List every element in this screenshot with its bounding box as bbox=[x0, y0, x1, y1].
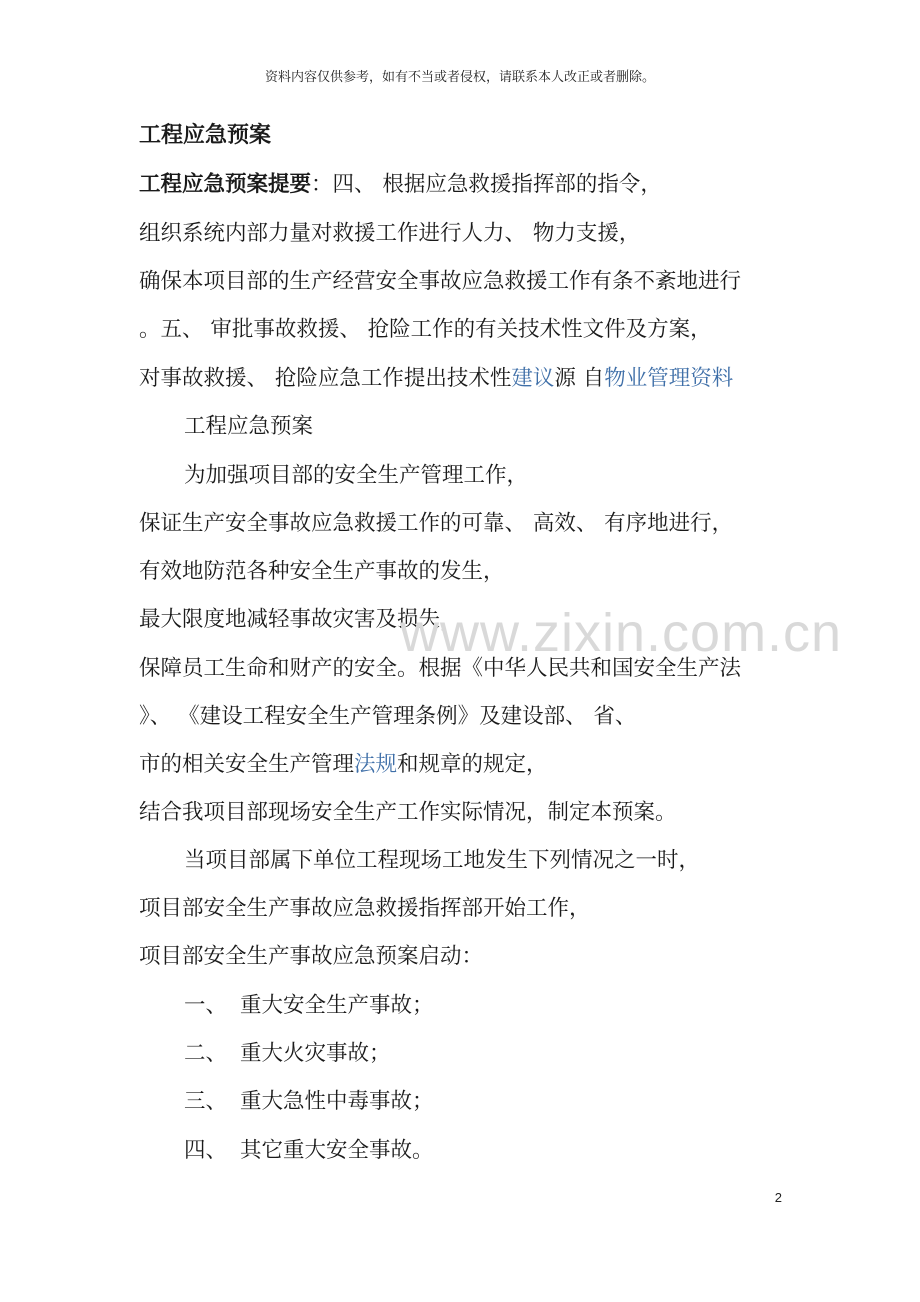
list-item-number: 三、 bbox=[184, 1089, 228, 1114]
summary-line-3: 确保本项目部的生产经营安全事故应急救援工作有条不紊地进行 bbox=[139, 269, 742, 294]
summary-line-2: 组织系统内部力量对救援工作进行人力、 物力支援， bbox=[139, 221, 641, 246]
list-item-text: 重大火灾事故； bbox=[240, 1041, 391, 1066]
paragraph-1-line-1: 为加强项目部的安全生产管理工作， bbox=[184, 463, 529, 488]
paragraph-2-line-2: 项目部安全生产事故应急救援指挥部开始工作， bbox=[139, 896, 591, 921]
header-disclaimer: 资料内容仅供参考，如有不当或者侵权，请联系本人改正或者删除。 bbox=[264, 70, 655, 85]
paragraph-1-line-7 bbox=[139, 750, 548, 780]
summary-text-5b: 源 自 bbox=[554, 366, 605, 391]
body-subtitle: 工程应急预案 bbox=[184, 414, 314, 439]
list-item bbox=[184, 1087, 434, 1117]
paragraph-1-line-6: 》、 《建设工程安全生产管理条例》及建设部、 省、 bbox=[139, 704, 637, 729]
paragraph-1-text-7b: 和规章的规定， bbox=[397, 752, 548, 777]
paragraph-1-line-8: 结合我项目部现场安全生产工作实际情况，制定本预案。 bbox=[139, 800, 677, 825]
page-number: 2 bbox=[774, 1190, 782, 1205]
list-item bbox=[184, 1039, 391, 1069]
list-item bbox=[184, 1136, 434, 1166]
paragraph-2-line-1: 当项目部属下单位工程现场工地发生下列情况之一时， bbox=[184, 848, 701, 873]
watermark: www.zixin.com.cn bbox=[400, 603, 843, 663]
paragraph-1-line-3: 有效地防范各种安全生产事故的发生， bbox=[139, 559, 505, 584]
summary-label: 工程应急预案提要 bbox=[139, 172, 312, 197]
link-property-management[interactable]: 物业管理资料 bbox=[604, 366, 734, 391]
list-item bbox=[184, 991, 434, 1021]
paragraph-1-text-7a: 市的相关安全生产管理 bbox=[139, 752, 355, 777]
list-item-number: 四、 bbox=[184, 1138, 228, 1163]
list-item-text: 重大急性中毒事故； bbox=[240, 1089, 434, 1114]
paragraph-1-line-4: 最大限度地减轻事故灾害及损失， bbox=[139, 607, 462, 632]
list-item-number: 一、 bbox=[184, 993, 228, 1018]
summary-line-4: 。五、 审批事故救援、 抢险工作的有关技术性文件及方案， bbox=[139, 317, 712, 342]
summary-text-1: ：四、 根据应急救援指挥部的指令， bbox=[311, 172, 662, 197]
summary-line-1 bbox=[139, 170, 662, 200]
document-title: 工程应急预案 bbox=[139, 123, 272, 148]
paragraph-1-line-5: 保障员工生命和财产的安全。根据《中华人民共和国安全生产法 bbox=[139, 656, 742, 681]
summary-line-5 bbox=[139, 364, 733, 394]
list-item-text: 重大安全生产事故； bbox=[240, 993, 434, 1018]
link-suggestion[interactable]: 建议 bbox=[511, 366, 555, 391]
list-item-text: 其它重大安全事故。 bbox=[240, 1138, 434, 1163]
paragraph-2-line-3: 项目部安全生产事故应急预案启动： bbox=[139, 944, 484, 969]
link-regulations[interactable]: 法规 bbox=[354, 752, 398, 777]
summary-text-5a: 对事故救援、 抢险应急工作提出技术性 bbox=[139, 366, 512, 391]
paragraph-1-line-2: 保证生产安全事故应急救援工作的可靠、 高效、 有序地进行， bbox=[139, 511, 734, 536]
list-item-number: 二、 bbox=[184, 1041, 228, 1066]
